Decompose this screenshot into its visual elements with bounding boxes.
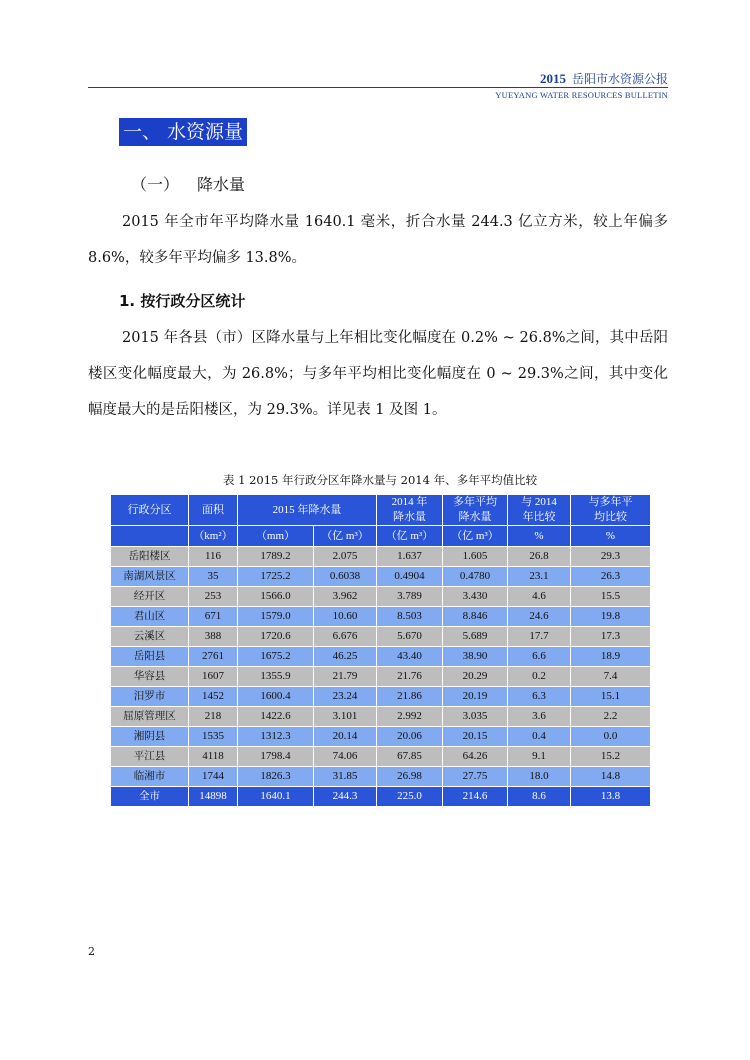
table-cell: 1744 — [189, 767, 238, 787]
table-cell: 0.2 — [508, 667, 571, 687]
table-row — [111, 647, 651, 667]
header-title-cn: 岳阳市水资源公报 — [571, 72, 668, 86]
table-cell: 1.637 — [377, 547, 443, 567]
region-name-cell: 岳阳县 — [111, 647, 189, 667]
table-cell: 29.3 — [571, 547, 651, 567]
table-cell: 3.6 — [508, 707, 571, 727]
table-cell: 8.6 — [508, 787, 571, 807]
table-cell: 3.430 — [443, 587, 508, 607]
table-cell: 6.6 — [508, 647, 571, 667]
region-name-cell: 君山区 — [111, 607, 189, 627]
subsection-title — [131, 172, 245, 195]
table-cell: 20.29 — [443, 667, 508, 687]
unit-region — [111, 526, 189, 547]
table-cell: 2.2 — [571, 707, 651, 727]
table-cell: 20.14 — [314, 727, 377, 747]
table-cell: 17.7 — [508, 627, 571, 647]
table-row — [111, 587, 651, 607]
col-precip-2014: 2014 年 降水量 — [377, 495, 443, 526]
table-cell: 17.3 — [571, 627, 651, 647]
table-row — [111, 567, 651, 587]
table-cell: 0.4 — [508, 727, 571, 747]
table-cell: 13.8 — [571, 787, 651, 807]
table-cell: 10.60 — [314, 607, 377, 627]
table-cell: 1355.9 — [238, 667, 314, 687]
header-title-en: YUEYANG WATER RESOURCES BULLETIN — [495, 90, 668, 100]
table-cell: 26.3 — [571, 567, 651, 587]
table-cell: 3.035 — [443, 707, 508, 727]
table-cell: 24.6 — [508, 607, 571, 627]
page-number: 2 — [88, 945, 95, 958]
table-cell: 20.19 — [443, 687, 508, 707]
table-row — [111, 687, 651, 707]
table-cell: 388 — [189, 627, 238, 647]
col-cmp-2014: 与 2014 年比较 — [508, 495, 571, 526]
table-row — [111, 767, 651, 787]
region-name-cell: 屈原管理区 — [111, 707, 189, 727]
table-cell: 0.6038 — [314, 567, 377, 587]
table-cell: 1579.0 — [238, 607, 314, 627]
unit-vol-avg: （亿 m³） — [443, 526, 508, 547]
table-cell: 671 — [189, 607, 238, 627]
table-row — [111, 667, 651, 687]
table-cell: 64.26 — [443, 747, 508, 767]
table-row — [111, 607, 651, 627]
unit-vol-2014: （亿 m³） — [377, 526, 443, 547]
unit-area: （km²） — [189, 526, 238, 547]
table-body — [111, 547, 651, 807]
unit-mm: （mm） — [238, 526, 314, 547]
subsection-label: 降水量 — [197, 175, 246, 194]
page-header — [88, 70, 668, 100]
region-name-cell: 汨罗市 — [111, 687, 189, 707]
table-cell: 2.075 — [314, 547, 377, 567]
region-name-cell: 云溪区 — [111, 627, 189, 647]
table-cell: 15.1 — [571, 687, 651, 707]
table-cell: 38.90 — [443, 647, 508, 667]
table-cell: 1535 — [189, 727, 238, 747]
table-cell: 6.3 — [508, 687, 571, 707]
table-cell: 1826.3 — [238, 767, 314, 787]
table-caption: 表 1 2015 年行政分区年降水量与 2014 年、多年平均值比较 — [222, 473, 538, 487]
table-cell: 26.8 — [508, 547, 571, 567]
table-cell: 1600.4 — [238, 687, 314, 707]
col-precip-2015: 2015 年降水量 — [238, 495, 377, 526]
table-cell: 2.992 — [377, 707, 443, 727]
table-cell: 74.06 — [314, 747, 377, 767]
table-cell: 23.24 — [314, 687, 377, 707]
table-cell: 20.15 — [443, 727, 508, 747]
region-name-cell: 经开区 — [111, 587, 189, 607]
table-cell: 1452 — [189, 687, 238, 707]
table-cell: 5.670 — [377, 627, 443, 647]
region-name-cell: 南湖风景区 — [111, 567, 189, 587]
table-cell: 2761 — [189, 647, 238, 667]
table-cell: 7.4 — [571, 667, 651, 687]
table-units-row — [111, 526, 651, 547]
table-cell: 0.4780 — [443, 567, 508, 587]
table-cell: 15.2 — [571, 747, 651, 767]
table-cell: 1798.4 — [238, 747, 314, 767]
col-avg-precip: 多年平均 降水量 — [443, 495, 508, 526]
paragraph-regional-change: 2015 年各县（市）区降水量与上年相比变化幅度在 0.2% ~ 26.8%之间，其中岳阳楼区变化幅度最大，为 26.8%；与多年平均相比变化幅度在 0 ~ 29.3%之间，其中变化幅度最大的是岳阳楼区，为 29.3%。详见表 1 及图 1。 — [88, 330, 668, 418]
table-cell: 23.1 — [508, 567, 571, 587]
table-cell: 1789.2 — [238, 547, 314, 567]
col-region: 行政分区 — [111, 495, 189, 526]
table-cell: 4.6 — [508, 587, 571, 607]
table-cell: 218 — [189, 707, 238, 727]
header-rule — [88, 87, 668, 88]
region-name-cell: 全市 — [111, 787, 189, 807]
region-name-cell: 平江县 — [111, 747, 189, 767]
table-cell: 19.8 — [571, 607, 651, 627]
header-year: 2015 — [539, 71, 566, 86]
heading-by-region: 1. 按行政分区统计 — [119, 292, 246, 310]
region-name-cell: 岳阳楼区 — [111, 547, 189, 567]
table-cell: 21.86 — [377, 687, 443, 707]
table-cell: 43.40 — [377, 647, 443, 667]
col-area: 面积 — [189, 495, 238, 526]
table-cell: 18.0 — [508, 767, 571, 787]
precipitation-table — [110, 494, 651, 807]
table-cell: 21.76 — [377, 667, 443, 687]
table-cell: 8.846 — [443, 607, 508, 627]
table-cell: 15.5 — [571, 587, 651, 607]
table-cell: 214.6 — [443, 787, 508, 807]
region-name-cell: 华容县 — [111, 667, 189, 687]
table-cell: 14.8 — [571, 767, 651, 787]
region-name-cell: 湘阴县 — [111, 727, 189, 747]
table-cell: 1675.2 — [238, 647, 314, 667]
table-cell: 3.789 — [377, 587, 443, 607]
section-title: 一、 水资源量 — [119, 118, 247, 146]
table-cell: 20.06 — [377, 727, 443, 747]
table-row — [111, 707, 651, 727]
table-cell: 14898 — [189, 787, 238, 807]
table-cell: 18.9 — [571, 647, 651, 667]
table-cell: 31.85 — [314, 767, 377, 787]
header-title — [88, 70, 668, 86]
table-cell: 244.3 — [314, 787, 377, 807]
table-cell: 6.676 — [314, 627, 377, 647]
table-cell: 3.101 — [314, 707, 377, 727]
table-header-row — [111, 495, 651, 526]
table-cell: 116 — [189, 547, 238, 567]
table-row — [111, 627, 651, 647]
unit-pct-avg: % — [571, 526, 651, 547]
table-cell: 0.0 — [571, 727, 651, 747]
table-cell: 9.1 — [508, 747, 571, 767]
table-cell: 26.98 — [377, 767, 443, 787]
table-cell: 27.75 — [443, 767, 508, 787]
table-cell: 1640.1 — [238, 787, 314, 807]
col-cmp-avg: 与多年平 均比较 — [571, 495, 651, 526]
unit-pct-2014: % — [508, 526, 571, 547]
table-cell: 1720.6 — [238, 627, 314, 647]
region-name-cell: 临湘市 — [111, 767, 189, 787]
table-total-row — [111, 787, 651, 807]
unit-vol-2015: （亿 m³） — [314, 526, 377, 547]
table-cell: 5.689 — [443, 627, 508, 647]
table-cell: 1.605 — [443, 547, 508, 567]
table-row — [111, 727, 651, 747]
table-cell: 8.503 — [377, 607, 443, 627]
table-cell: 1725.2 — [238, 567, 314, 587]
table-cell: 1566.0 — [238, 587, 314, 607]
table-cell: 253 — [189, 587, 238, 607]
table-cell: 0.4904 — [377, 567, 443, 587]
table-row — [111, 547, 651, 567]
table-cell: 35 — [189, 567, 238, 587]
table-cell: 4118 — [189, 747, 238, 767]
table-cell: 21.79 — [314, 667, 377, 687]
table-cell: 67.85 — [377, 747, 443, 767]
table-cell: 3.962 — [314, 587, 377, 607]
table-row — [111, 747, 651, 767]
subsection-number: （一） — [131, 175, 180, 194]
table-cell: 1312.3 — [238, 727, 314, 747]
paragraph-annual-precipitation: 2015 年全市年平均降水量 1640.1 毫米，折合水量 244.3 亿立方米，较上年偏多 8.6%，较多年平均偏多 13.8%。 — [88, 214, 668, 266]
table-cell: 225.0 — [377, 787, 443, 807]
table-cell: 1607 — [189, 667, 238, 687]
table-cell: 46.25 — [314, 647, 377, 667]
table-cell: 1422.6 — [238, 707, 314, 727]
